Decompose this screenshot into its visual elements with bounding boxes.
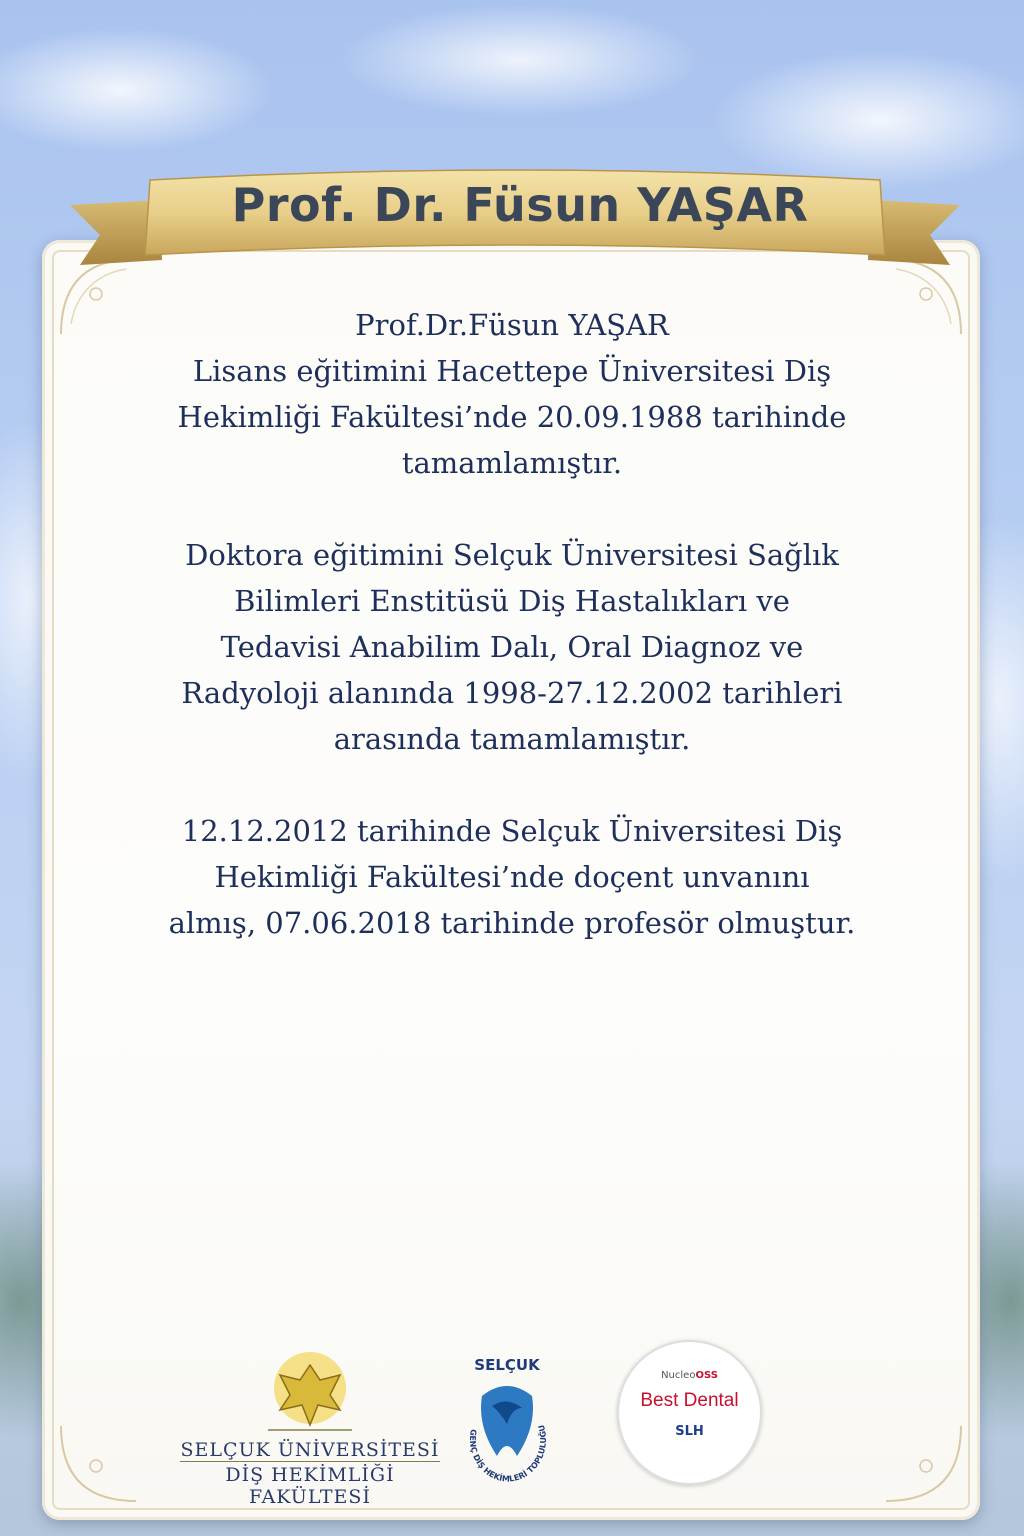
best-dental-name: Best Dental: [640, 1390, 739, 1411]
gdht-logo: [452, 1346, 562, 1496]
text-line: Bilimleri Enstitüsü Diş Hastalıkları ve: [234, 584, 790, 618]
bio-text: [100, 302, 924, 992]
slh-text: SLH: [675, 1424, 704, 1439]
text-line: Tedavisi Anabilim Dalı, Oral Diagnoz ve: [220, 630, 804, 664]
nucleo-label: Nucleo: [661, 1370, 696, 1381]
sponsor-logos: [0, 1340, 1024, 1508]
page-title: Prof. Dr. Füsun YAŞAR: [231, 178, 809, 232]
paragraph-doctorate: [100, 532, 924, 762]
text-line: Hekimliği Fakültesi’nde 20.09.1988 tarihinde: [177, 400, 847, 434]
best-dental-logo: [617, 1340, 762, 1485]
gdht-top-text: SELÇUK: [474, 1356, 540, 1374]
text-line: Lisans eğitimini Hacettepe Üniversitesi Diş: [192, 354, 832, 388]
text-line: tamamlamıştır.: [401, 446, 623, 480]
nucleoss-text: [617, 1370, 762, 1381]
text-line: Hekimliği Fakültesi’nde doçent unvanını: [214, 860, 810, 894]
text-line: Prof.Dr.Füsun YAŞAR: [355, 308, 669, 342]
text-line: Radyoloji alanında 1998-27.12.2002 tarihleri: [181, 676, 843, 710]
faculty-name: DİŞ HEKİMLİĞİ FAKÜLTESİ: [180, 1461, 440, 1508]
text-line: arasında tamamlamıştır.: [333, 722, 691, 756]
paragraph-education: [100, 302, 924, 486]
gdht-ring-text: GENÇ DİŞ HEKİMLERİ TOPLULUĞU: [467, 1423, 549, 1484]
selcuk-university-logo: [180, 1350, 440, 1508]
university-name: SELÇUK ÜNİVERSİTESİ: [180, 1439, 440, 1461]
text-line: Doktora eğitimini Selçuk Üniversitesi Sağlık: [185, 538, 839, 572]
eagle-emblem-icon: [260, 1350, 360, 1435]
paragraph-career: [100, 808, 924, 946]
text-line: 12.12.2012 tarihinde Selçuk Üniversitesi Diş: [181, 814, 843, 848]
oss-label: OSS: [695, 1370, 718, 1381]
text-line: almış, 07.06.2018 tarihinde profesör olmuştur.: [168, 906, 856, 940]
